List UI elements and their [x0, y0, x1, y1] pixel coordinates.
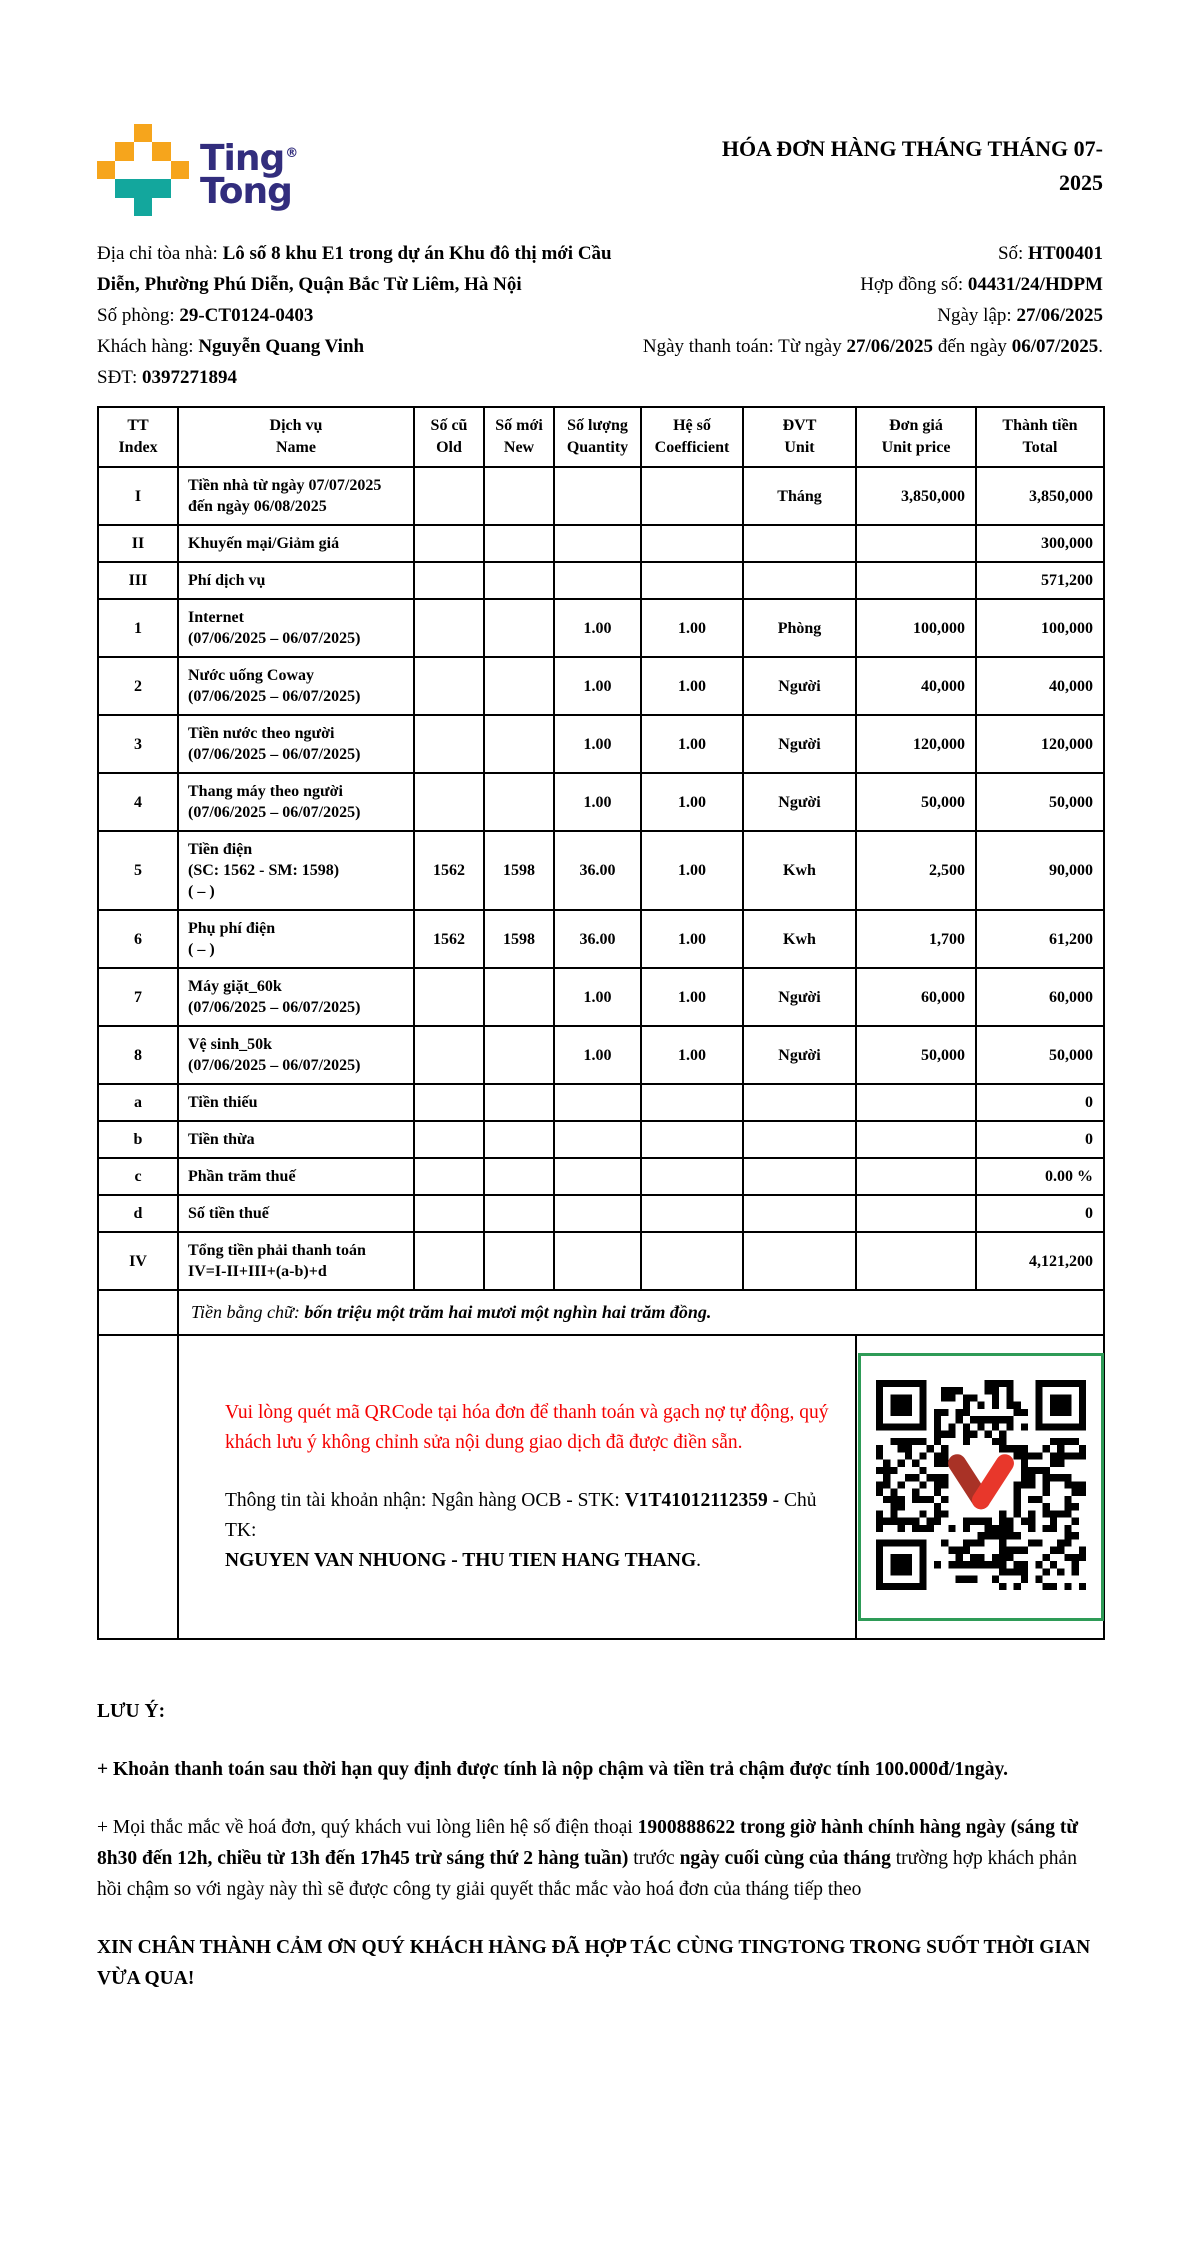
invoice-row — [98, 562, 1104, 599]
qr-row — [98, 1335, 1104, 1639]
cell-total: 90,000 — [976, 831, 1104, 910]
account-number: V1T41012112359 — [624, 1490, 768, 1511]
cell-unit — [743, 562, 856, 599]
notes-heading: LƯU Ý: — [97, 1701, 166, 1722]
cell-index: II — [98, 525, 178, 562]
cell-index: III — [98, 562, 178, 599]
invoice-number-value: HT00401 — [1028, 243, 1103, 264]
cell-coef — [641, 1158, 743, 1195]
cell-name: Phụ phí điện ( – ) — [178, 910, 414, 968]
payment-from-date: 27/06/2025 — [846, 336, 934, 357]
cell-qty — [554, 1232, 641, 1290]
logo-pixel — [115, 179, 133, 197]
invoice-info-left — [97, 238, 625, 393]
cell-old — [414, 657, 484, 715]
logo-pixel — [97, 124, 115, 142]
cell-qty — [554, 1195, 641, 1232]
column-header: Số cũ Old — [414, 407, 484, 467]
column-header: TT Index — [98, 407, 178, 467]
cell-coef — [641, 525, 743, 562]
logo-pixel — [115, 198, 133, 216]
invoice-row — [98, 657, 1104, 715]
issue-date — [625, 300, 1103, 331]
cell-unit: Người — [743, 1026, 856, 1084]
logo-pixel — [171, 161, 189, 179]
cell-new — [484, 1232, 554, 1290]
cell-unit: Người — [743, 657, 856, 715]
cell-unit: Người — [743, 968, 856, 1026]
cell-total: 60,000 — [976, 968, 1104, 1026]
invoice-row — [98, 1232, 1104, 1290]
cell-total: 4,121,200 — [976, 1232, 1104, 1290]
contact-note-hotline: 1900888622 trong giờ hành chính hàng ngày (sáng từ 8h30 đến 12h, chiều từ 13h đến 17h45 trừ sáng thứ 2 hàng tuần) — [97, 1817, 1079, 1869]
column-header: Số lượng Quantity — [554, 407, 641, 467]
contact-note-seg1: + Mọi thắc mắc về hoá đơn, quý khách vui lòng liên hệ số điện thoại — [97, 1817, 638, 1838]
cell-qty: 36.00 — [554, 831, 641, 910]
invoice-row — [98, 599, 1104, 657]
cell-total: 50,000 — [976, 773, 1104, 831]
issue-date-label: Ngày lập: — [937, 305, 1017, 326]
cell-name: Máy giặt_60k (07/06/2025 – 06/07/2025) — [178, 968, 414, 1026]
cell-unit — [743, 525, 856, 562]
cell-qty — [554, 1158, 641, 1195]
cell-old — [414, 1026, 484, 1084]
header — [97, 124, 1103, 228]
cell-qty — [554, 562, 641, 599]
invoice-table-body — [98, 467, 1104, 1290]
logo-pixel — [134, 198, 152, 216]
cell-name: Phí dịch vụ — [178, 562, 414, 599]
cell-unit: Người — [743, 715, 856, 773]
invoice-row — [98, 1121, 1104, 1158]
cell-unit_price — [856, 1121, 976, 1158]
cell-unit_price — [856, 562, 976, 599]
cell-qty: 1.00 — [554, 657, 641, 715]
thanks-note: XIN CHÂN THÀNH CẢM ƠN QUÝ KHÁCH HÀNG ĐÃ HỢP TÁC CÙNG TINGTONG TRONG SUỐT THỜI GIAN VỪA QUA! — [97, 1937, 1091, 1989]
logo-pixel — [171, 124, 189, 142]
cell-unit: Phòng — [743, 599, 856, 657]
table-header-row — [98, 407, 1104, 467]
logo-pixel — [171, 142, 189, 160]
cell-old — [414, 1121, 484, 1158]
cell-name: Tiền thừa — [178, 1121, 414, 1158]
cell-new — [484, 1158, 554, 1195]
cell-index: 1 — [98, 599, 178, 657]
cell-qty: 1.00 — [554, 715, 641, 773]
cell-old: 1562 — [414, 831, 484, 910]
amount-in-words-row — [98, 1290, 1104, 1335]
account-end: . — [696, 1550, 702, 1571]
cell-unit — [743, 1084, 856, 1121]
address-value: Lô số 8 khu E1 trong dự án Khu đô thị mới Cầu Diễn, Phường Phú Diễn, Quận Bắc Từ Liêm, Hà Nội — [97, 243, 612, 295]
contact-note-seg2: trước — [628, 1848, 680, 1869]
cell-name: Internet (07/06/2025 – 06/07/2025) — [178, 599, 414, 657]
cell-new: 1598 — [484, 831, 554, 910]
room-value: 29-CT0124-0403 — [179, 305, 314, 326]
cell-new — [484, 467, 554, 525]
cell-qty: 1.00 — [554, 968, 641, 1026]
cell-qty: 1.00 — [554, 1026, 641, 1084]
cell-coef: 1.00 — [641, 910, 743, 968]
logo-pixel — [97, 142, 115, 160]
cell-coef: 1.00 — [641, 715, 743, 773]
column-header: Thành tiền Total — [976, 407, 1104, 467]
cell-index: c — [98, 1158, 178, 1195]
cell-old — [414, 599, 484, 657]
tingtong-logo-icon — [97, 124, 189, 216]
cell-index: d — [98, 1195, 178, 1232]
footer-notes — [97, 1696, 1103, 1994]
cell-total: 61,200 — [976, 910, 1104, 968]
cell-name: Số tiền thuế — [178, 1195, 414, 1232]
cell-unit_price — [856, 1232, 976, 1290]
cell-unit — [743, 1158, 856, 1195]
cell-name: Tiền nhà từ ngày 07/07/2025 đến ngày 06/08/2025 — [178, 467, 414, 525]
qr-code — [876, 1380, 1086, 1595]
cell-index: 2 — [98, 657, 178, 715]
logo-pixel — [134, 124, 152, 142]
cell-index: IV — [98, 1232, 178, 1290]
cell-total: 3,850,000 — [976, 467, 1104, 525]
cell-name: Nước uống Coway (07/06/2025 – 06/07/2025) — [178, 657, 414, 715]
cell-new: 1598 — [484, 910, 554, 968]
invoice-info-right — [625, 238, 1103, 393]
payment-instructions — [178, 1335, 856, 1639]
late-payment-note: + Khoản thanh toán sau thời hạn quy định được tính là nộp chậm và tiền trả chậm được tính 100.000đ/1ngày. — [97, 1759, 1009, 1780]
cell-index: b — [98, 1121, 178, 1158]
account-info — [225, 1486, 829, 1576]
cell-unit: Người — [743, 773, 856, 831]
cell-name: Tiền điện (SC: 1562 - SM: 1598) ( – ) — [178, 831, 414, 910]
phone-value: 0397271894 — [141, 367, 237, 388]
invoice-title-line2: 2025 — [1059, 170, 1103, 195]
invoice-row — [98, 1158, 1104, 1195]
cell-coef — [641, 1121, 743, 1158]
cell-new — [484, 1026, 554, 1084]
phone-label: SĐT: — [97, 367, 142, 388]
cell-qty — [554, 1121, 641, 1158]
amount-in-words-value: bốn triệu một trăm hai mươi một nghìn hai trăm đồng. — [304, 1302, 712, 1322]
column-header: Đơn giá Unit price — [856, 407, 976, 467]
cell-index: a — [98, 1084, 178, 1121]
logo-pixel — [97, 179, 115, 197]
qr-cell — [856, 1335, 1104, 1639]
logo-pixel — [152, 198, 170, 216]
cell-unit_price: 40,000 — [856, 657, 976, 715]
amount-in-words — [178, 1290, 1104, 1335]
cell-total: 120,000 — [976, 715, 1104, 773]
logo-pixel — [134, 161, 152, 179]
payment-period-label: Ngày thanh toán: Từ ngày — [642, 336, 847, 357]
invoice-row — [98, 773, 1104, 831]
cell-total: 571,200 — [976, 562, 1104, 599]
invoice-info — [97, 238, 1103, 393]
cell-old — [414, 968, 484, 1026]
logo-pixel — [171, 179, 189, 197]
cell-empty — [98, 1335, 178, 1639]
cell-new — [484, 525, 554, 562]
cell-name: Khuyến mại/Giảm giá — [178, 525, 414, 562]
cell-qty — [554, 525, 641, 562]
cell-old — [414, 1158, 484, 1195]
cell-name: Phần trăm thuế — [178, 1158, 414, 1195]
cell-coef: 1.00 — [641, 773, 743, 831]
cell-coef — [641, 1084, 743, 1121]
cell-old — [414, 715, 484, 773]
cell-qty: 36.00 — [554, 910, 641, 968]
logo-pixel — [152, 179, 170, 197]
cell-coef — [641, 1232, 743, 1290]
cell-new — [484, 1084, 554, 1121]
cell-new — [484, 968, 554, 1026]
cell-unit — [743, 1121, 856, 1158]
building-address — [97, 238, 625, 300]
qr-notice: Vui lòng quét mã QRCode tại hóa đơn để thanh toán và gạch nợ tự động, quý khách lưu ý không chỉnh sửa nội dung giao dịch đã được điền sẵn. — [225, 1402, 829, 1453]
contract-value: 04431/24/HDPM — [967, 274, 1103, 295]
registered-mark: ® — [285, 146, 298, 161]
invoice-number — [625, 238, 1103, 269]
cell-qty — [554, 1084, 641, 1121]
cell-new — [484, 1121, 554, 1158]
cell-coef — [641, 1195, 743, 1232]
cell-total: 300,000 — [976, 525, 1104, 562]
cell-qty: 1.00 — [554, 599, 641, 657]
account-holder: NGUYEN VAN NHUONG - THU TIEN HANG THANG — [225, 1550, 697, 1571]
logo-pixel — [97, 198, 115, 216]
cell-old — [414, 525, 484, 562]
logo-pixel — [152, 161, 170, 179]
cell-total: 0.00 % — [976, 1158, 1104, 1195]
cell-qty: 1.00 — [554, 773, 641, 831]
logo-pixel — [115, 142, 133, 160]
cell-unit_price — [856, 1195, 976, 1232]
customer-label: Khách hàng: — [97, 336, 199, 357]
invoice-row — [98, 1026, 1104, 1084]
cell-unit_price: 60,000 — [856, 968, 976, 1026]
cell-coef: 1.00 — [641, 831, 743, 910]
cell-old: 1562 — [414, 910, 484, 968]
invoice-row — [98, 831, 1104, 910]
contract-number — [625, 269, 1103, 300]
invoice-row — [98, 968, 1104, 1026]
cell-old — [414, 562, 484, 599]
invoice-table-footer — [98, 1290, 1104, 1639]
room-label: Số phòng: — [97, 305, 180, 326]
payment-to-date: 06/07/2025 — [1011, 336, 1099, 357]
tingtong-logo — [97, 124, 297, 216]
cell-empty — [98, 1290, 178, 1335]
contact-note-seg3: trường hợp khách phản hồi chậm so với ngày này thì sẽ được công ty giải quyết thắc mắc vào hoá đơn của tháng tiếp theo — [97, 1848, 1077, 1900]
contact-note-deadline: ngày cuối cùng của tháng — [679, 1848, 891, 1869]
cell-unit_price: 120,000 — [856, 715, 976, 773]
cell-unit_price — [856, 1084, 976, 1121]
cell-coef: 1.00 — [641, 1026, 743, 1084]
cell-coef: 1.00 — [641, 599, 743, 657]
payment-period-end: . — [1098, 336, 1103, 357]
cell-new — [484, 599, 554, 657]
invoice-title — [633, 132, 1103, 200]
cell-index: I — [98, 467, 178, 525]
payment-period-mid: đến ngày — [933, 336, 1012, 357]
cell-unit_price: 2,500 — [856, 831, 976, 910]
cell-unit_price — [856, 525, 976, 562]
cell-unit_price: 100,000 — [856, 599, 976, 657]
cell-old — [414, 773, 484, 831]
cell-old — [414, 1232, 484, 1290]
amount-in-words-label: Tiền bằng chữ: — [191, 1302, 305, 1322]
issue-date-value: 27/06/2025 — [1016, 305, 1103, 326]
cell-index: 7 — [98, 968, 178, 1026]
cell-unit_price: 1,700 — [856, 910, 976, 968]
logo-pixel — [97, 161, 115, 179]
cell-new — [484, 1195, 554, 1232]
cell-total: 0 — [976, 1195, 1104, 1232]
cell-name: Tiền thiếu — [178, 1084, 414, 1121]
logo-pixel — [134, 179, 152, 197]
cell-total: 40,000 — [976, 657, 1104, 715]
cell-old — [414, 1084, 484, 1121]
brand-line1: Ting — [200, 138, 285, 179]
cell-index: 6 — [98, 910, 178, 968]
cell-index: 4 — [98, 773, 178, 831]
cell-unit_price: 50,000 — [856, 1026, 976, 1084]
cell-unit: Kwh — [743, 831, 856, 910]
cell-unit_price: 3,850,000 — [856, 467, 976, 525]
room-number — [97, 300, 625, 331]
cell-unit: Tháng — [743, 467, 856, 525]
invoice-row — [98, 715, 1104, 773]
account-prefix: Thông tin tài khoản nhận: Ngân hàng OCB - STK: — [225, 1490, 625, 1511]
invoice-row — [98, 910, 1104, 968]
brand-wordmark — [200, 124, 297, 216]
cell-name: Thang máy theo người (07/06/2025 – 06/07/2025) — [178, 773, 414, 831]
cell-new — [484, 657, 554, 715]
column-header: Dịch vụ Name — [178, 407, 414, 467]
logo-pixel — [134, 142, 152, 160]
invoice-row — [98, 525, 1104, 562]
cell-total: 0 — [976, 1084, 1104, 1121]
cell-coef — [641, 467, 743, 525]
invoice-number-label: Số: — [997, 243, 1029, 264]
cell-total: 50,000 — [976, 1026, 1104, 1084]
column-header: Số mới New — [484, 407, 554, 467]
qr-frame — [858, 1353, 1104, 1621]
cell-new — [484, 715, 554, 773]
invoice-row — [98, 1195, 1104, 1232]
cell-unit — [743, 1232, 856, 1290]
cell-qty — [554, 467, 641, 525]
cell-unit — [743, 1195, 856, 1232]
brand-line2: Tong — [200, 171, 292, 212]
cell-index: 3 — [98, 715, 178, 773]
cell-coef: 1.00 — [641, 968, 743, 1026]
cell-total: 100,000 — [976, 599, 1104, 657]
logo-pixel — [152, 124, 170, 142]
address-label: Địa chỉ tòa nhà: — [97, 243, 223, 264]
cell-unit_price — [856, 1158, 976, 1195]
contract-label: Hợp đồng số: — [860, 274, 968, 295]
customer-name — [97, 331, 625, 362]
logo-pixel — [115, 124, 133, 142]
column-header: Hệ số Coefficient — [641, 407, 743, 467]
contact-note — [97, 1812, 1103, 1905]
cell-new — [484, 773, 554, 831]
invoice-table — [97, 406, 1105, 1640]
cell-coef — [641, 562, 743, 599]
logo-pixel — [171, 198, 189, 216]
invoice-title-line1: HÓA ĐƠN HÀNG THÁNG THÁNG 07- — [721, 136, 1103, 161]
phone-number — [97, 362, 625, 393]
cell-old — [414, 1195, 484, 1232]
cell-name: Tổng tiền phải thanh toán IV=I-II+III+(a-b)+d — [178, 1232, 414, 1290]
cell-unit: Kwh — [743, 910, 856, 968]
cell-new — [484, 562, 554, 599]
cell-name: Tiền nước theo người (07/06/2025 – 06/07/2025) — [178, 715, 414, 773]
invoice-row — [98, 1084, 1104, 1121]
customer-value: Nguyễn Quang Vinh — [198, 336, 365, 357]
account-mid: - Chủ TK: — [225, 1490, 817, 1541]
cell-total: 0 — [976, 1121, 1104, 1158]
cell-old — [414, 467, 484, 525]
column-header: ĐVT Unit — [743, 407, 856, 467]
cell-index: 8 — [98, 1026, 178, 1084]
cell-unit_price: 50,000 — [856, 773, 976, 831]
logo-pixel — [115, 161, 133, 179]
cell-coef: 1.00 — [641, 657, 743, 715]
payment-period — [625, 331, 1103, 362]
invoice-row — [98, 467, 1104, 525]
cell-name: Vệ sinh_50k (07/06/2025 – 06/07/2025) — [178, 1026, 414, 1084]
logo-pixel — [152, 142, 170, 160]
cell-index: 5 — [98, 831, 178, 910]
